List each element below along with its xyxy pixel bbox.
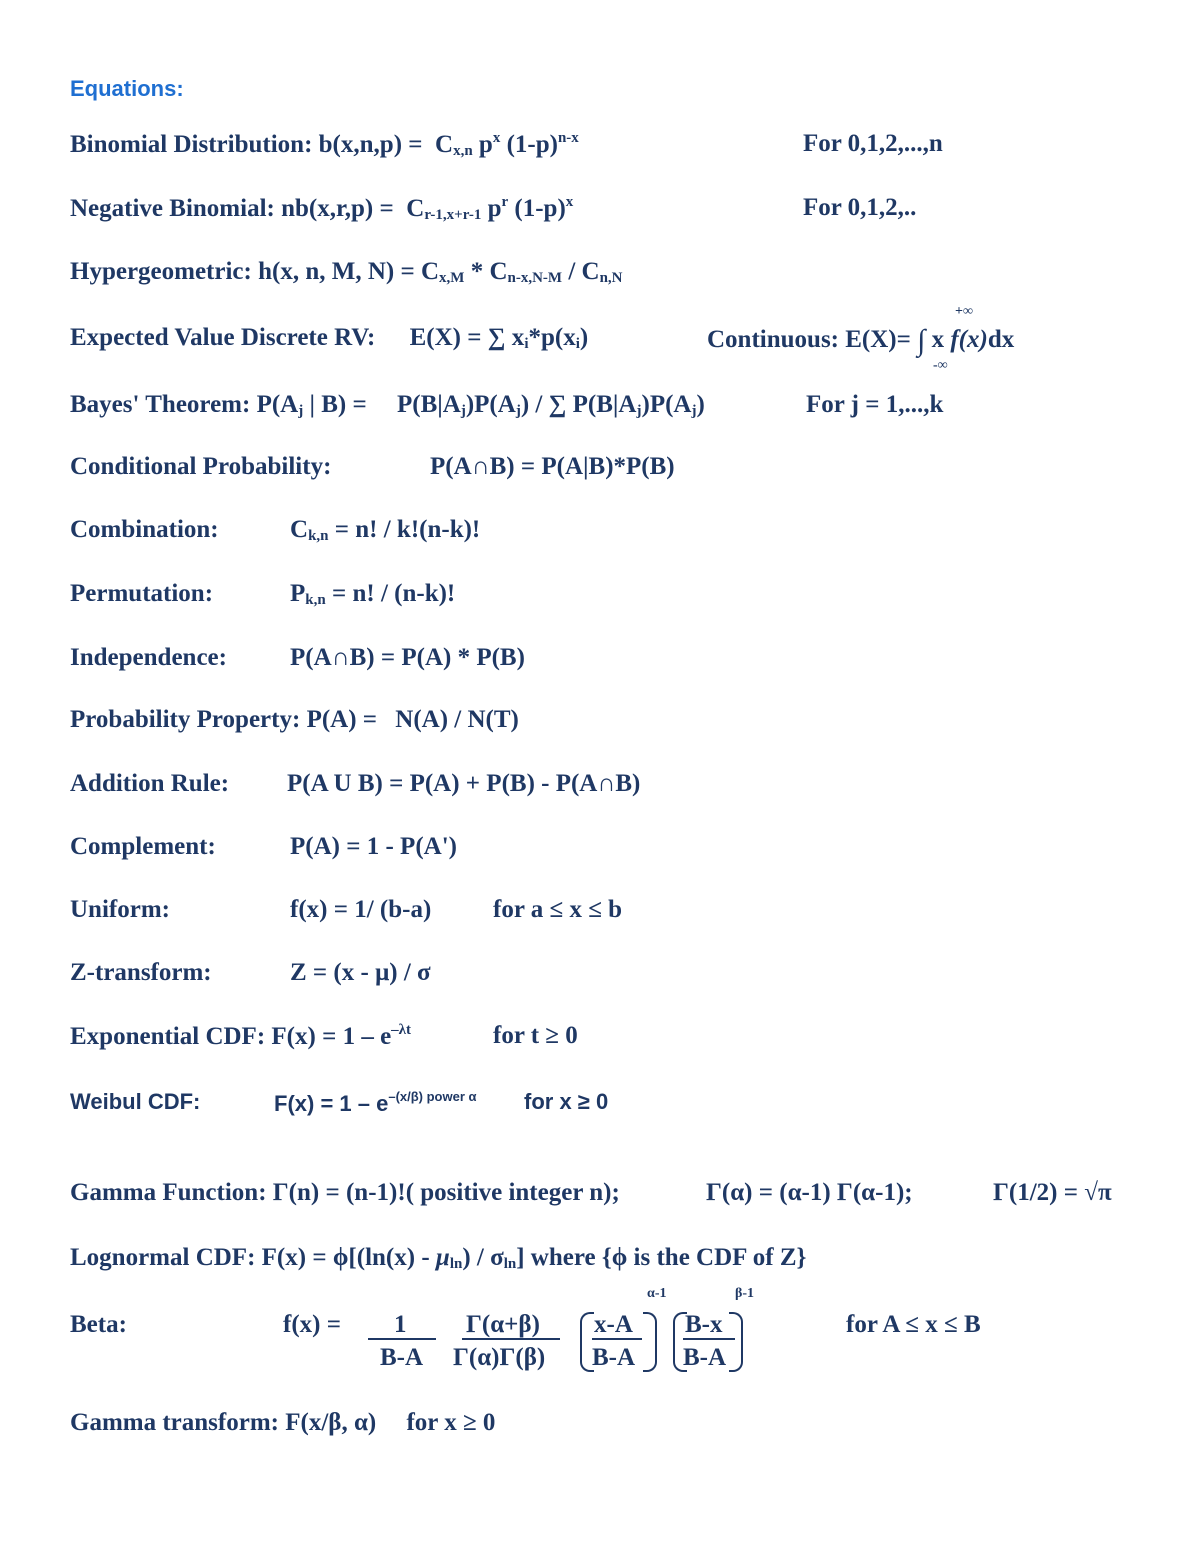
integral-sign: ∫	[917, 324, 926, 357]
exponential-formula: F(x) = 1 – e	[271, 1023, 392, 1050]
beta-den2: Γ(α)Γ(β)	[453, 1344, 546, 1371]
binomial-lhs: b(x,n,p) =	[318, 131, 423, 158]
exponential-exp: –λt	[391, 1022, 412, 1038]
bayes-lhs2: | B) =	[309, 391, 367, 418]
hyper-lhs: h(x, n, M, N) =	[258, 258, 415, 285]
negbinomial-q: (1-p)	[514, 195, 566, 222]
bayes-rhs2: )P(A	[465, 391, 516, 418]
expected-continuous	[707, 324, 1014, 358]
negbinomial-range: For 0,1,2,..	[803, 194, 917, 221]
beta-den4: B-A	[683, 1344, 727, 1371]
independence-formula: P(A∩B) = P(A) * P(B)	[290, 644, 525, 671]
binomial-c-sub: x,n	[453, 143, 473, 159]
probprop-row	[70, 706, 519, 734]
gamma-row	[70, 1179, 620, 1207]
conditional-label: Conditional Probability:	[70, 453, 332, 480]
addition-label: Addition Rule:	[70, 770, 230, 797]
expected-sub-i1: i	[524, 336, 529, 352]
bayes-rhs4: )P(A	[641, 391, 692, 418]
bayes-sub-j2: j	[460, 403, 466, 419]
binomial-label: Binomial Distribution:	[70, 131, 313, 158]
permutation-formula	[290, 580, 455, 609]
negbinomial-p: p	[487, 195, 502, 222]
bayes-rhs: P(B|A	[396, 391, 461, 418]
hyper-c1: C	[420, 258, 440, 285]
integral-x: x	[931, 326, 945, 353]
addition-formula: P(A U B) = P(A) + P(B) - P(A∩B)	[287, 770, 641, 797]
lognormal-lhs: F(x) = ϕ[(ln(x) -	[261, 1244, 430, 1271]
binomial-p-sup: x	[492, 130, 501, 146]
beta-num1: 1	[394, 1311, 407, 1338]
lognormal-mu-sub: ln	[449, 1256, 463, 1272]
integral-dx: dx	[987, 326, 1015, 353]
expected-label: Expected Value Discrete RV:	[70, 324, 376, 351]
lognormal-mu: μ	[435, 1244, 450, 1271]
bayes-sub-j5: j	[691, 403, 697, 419]
hyper-c3-sub: n,N	[599, 270, 623, 286]
binomial-p: p	[478, 131, 493, 158]
hyper-c2-sub: n-x,N-M	[507, 270, 563, 286]
probprop-rhs: N(A) / N(T)	[395, 706, 519, 733]
beta-num4: B-x	[685, 1311, 723, 1338]
beta-paren-right-1	[643, 1312, 657, 1372]
lognormal-rhs: ] where {ϕ is the CDF of Z}	[516, 1244, 807, 1271]
beta-frac4-bar	[683, 1338, 735, 1340]
beta-lhs: f(x) =	[283, 1311, 341, 1338]
binomial-q-sup: n-x	[557, 130, 579, 146]
exponential-label: Exponential CDF:	[70, 1023, 266, 1050]
combination-label: Combination:	[70, 516, 219, 543]
gamma-part2: Γ(α) = (α-1) Γ(α-1);	[706, 1179, 913, 1206]
ztransform-label: Z-transform:	[70, 959, 212, 986]
lognormal-mid: ) / σ	[462, 1244, 504, 1271]
combination-sub: k,n	[308, 528, 329, 544]
combination-c: C	[290, 516, 309, 543]
ztransform-formula: Z = (x - μ) / σ	[290, 959, 431, 986]
negbinomial-row	[70, 194, 573, 224]
gammatransform-row	[70, 1409, 495, 1437]
integral-fx: f(x)	[950, 326, 988, 353]
beta-num2: Γ(α+β)	[466, 1311, 540, 1338]
binomial-c: C	[435, 131, 454, 158]
beta-frac2-bar	[462, 1338, 560, 1340]
page-title: Equations:	[70, 76, 184, 101]
bayes-sub-j4: j	[636, 403, 642, 419]
negbinomial-lhs: nb(x,r,p) =	[281, 195, 394, 222]
expected-lhs: E(X) = ∑ x	[409, 324, 525, 351]
gamma-label: Gamma Function:	[70, 1179, 267, 1206]
hyper-div: / C	[568, 258, 600, 285]
uniform-range: for a ≤ x ≤ b	[493, 896, 623, 923]
bayes-label: Bayes' Theorem:	[70, 391, 251, 418]
negbinomial-p-sup: r	[501, 194, 509, 210]
complement-label: Complement:	[70, 833, 216, 860]
binomial-q: (1-p)	[506, 131, 558, 158]
permutation-p: P	[290, 580, 306, 607]
hyper-label: Hypergeometric:	[70, 258, 252, 285]
negbinomial-q-sup: x	[565, 194, 574, 210]
combination-formula	[290, 516, 480, 545]
uniform-formula: f(x) = 1/ (b-a)	[290, 896, 432, 923]
hyper-c1-sub: x,M	[439, 270, 465, 286]
beta-exp4: β-1	[735, 1286, 755, 1301]
beta-frac1-bar	[368, 1338, 436, 1340]
expected-sub-i2: i	[575, 336, 580, 352]
gammatransform-formula: F(x/β, α)	[285, 1409, 377, 1436]
permutation-rhs: = n! / (n-k)!	[331, 580, 456, 607]
weibull-formula	[274, 1089, 477, 1117]
beta-range: for A ≤ x ≤ B	[846, 1311, 981, 1338]
permutation-label: Permutation:	[70, 580, 214, 607]
binomial-range: For 0,1,2,...,n	[803, 130, 943, 157]
negbinomial-label: Negative Binomial:	[70, 195, 275, 222]
weibull-range: for x ≥ 0	[524, 1089, 609, 1114]
gammatransform-range: for x ≥ 0	[406, 1409, 496, 1436]
beta-den3: B-A	[592, 1344, 636, 1371]
hyper-mid: * C	[470, 258, 508, 285]
bayes-rhs3: ) / ∑ P(B|A	[520, 391, 637, 418]
bayes-sub-j3: j	[515, 403, 521, 419]
negbinomial-c-sub: r-1,x+r-1	[424, 207, 482, 223]
hyper-row	[70, 258, 623, 287]
probprop-label: Probability Property:	[70, 706, 301, 733]
uniform-label: Uniform:	[70, 896, 170, 923]
permutation-sub: k,n	[305, 592, 326, 608]
conditional-formula: P(A∩B) = P(A|B)*P(B)	[430, 453, 675, 480]
binomial-row	[70, 130, 579, 160]
lognormal-row	[70, 1244, 806, 1273]
beta-paren-right-2	[729, 1312, 743, 1372]
bayes-sub-j: j	[298, 403, 304, 419]
expected-close: )	[579, 324, 589, 351]
beta-exp3: α-1	[647, 1286, 667, 1301]
gamma-part1: Γ(n) = (n-1)!( positive integer n);	[272, 1179, 620, 1206]
expected-mid: *p(x	[528, 324, 576, 351]
lognormal-sigma-sub: ln	[503, 1256, 517, 1272]
probprop-lhs: P(A) =	[306, 706, 378, 733]
bayes-lhs: P(A	[256, 391, 299, 418]
beta-num3: x-A	[594, 1311, 633, 1338]
integral-lower-limit: -∞	[933, 358, 948, 373]
expected-cont-label: Continuous: E(X)=	[707, 326, 911, 353]
weibull-formula-text: F(x) = 1 – e	[274, 1091, 389, 1116]
gamma-part3: Γ(1/2) = √π	[993, 1179, 1112, 1206]
integral-upper-limit: +∞	[955, 304, 973, 319]
complement-formula: P(A) = 1 - P(A')	[290, 833, 457, 860]
beta-label: Beta:	[70, 1311, 127, 1338]
exponential-range: for t ≥ 0	[493, 1022, 578, 1049]
lognormal-label: Lognormal CDF:	[70, 1244, 256, 1271]
combination-rhs: = n! / k!(n-k)!	[334, 516, 481, 543]
independence-label: Independence:	[70, 644, 227, 671]
expected-row	[70, 324, 588, 353]
bayes-rhs5: )	[696, 391, 705, 418]
bayes-range: For j = 1,...,k	[806, 391, 944, 418]
gammatransform-label: Gamma transform:	[70, 1409, 279, 1436]
weibull-label: Weibul CDF:	[70, 1089, 201, 1114]
negbinomial-c: C	[406, 195, 425, 222]
weibull-exp: –(x/β) power α	[388, 1089, 477, 1104]
beta-den1: B-A	[380, 1344, 424, 1371]
bayes-row	[70, 391, 705, 420]
exponential-row	[70, 1022, 411, 1051]
beta-frac3-bar	[592, 1338, 642, 1340]
